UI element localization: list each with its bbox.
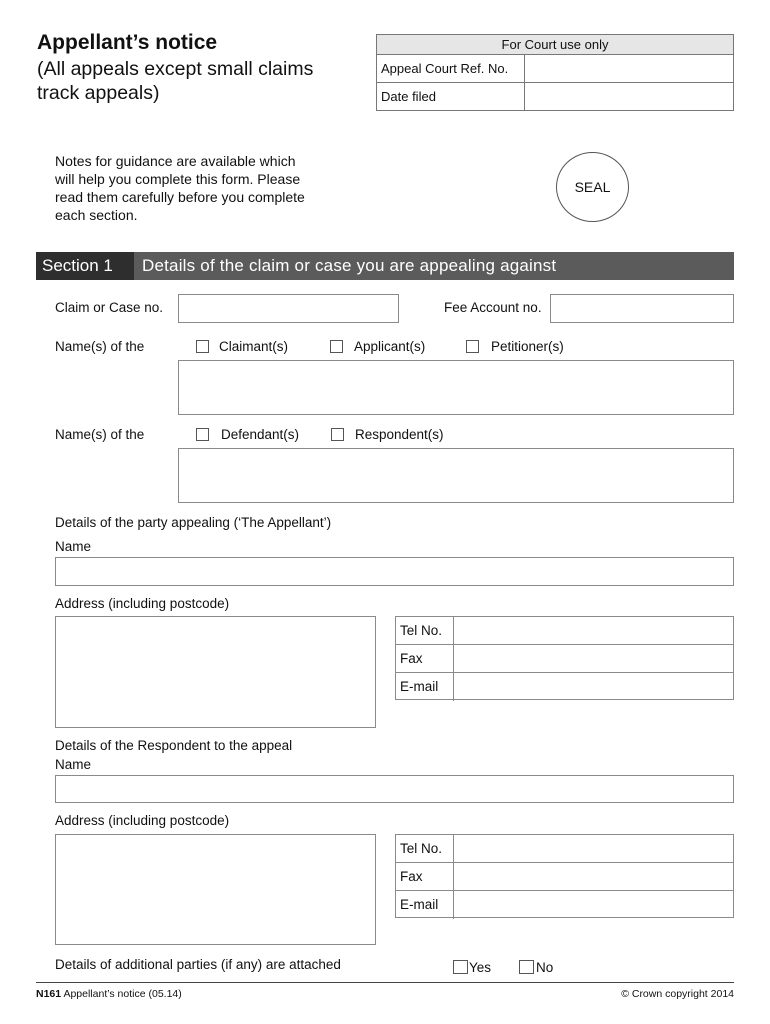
respondent-heading: Details of the Respondent to the appeal: [55, 738, 293, 753]
applicant-checkbox[interactable]: [330, 340, 343, 353]
appellant-address-label: Address (including postcode): [55, 596, 230, 611]
appellant-contact-table: [395, 616, 734, 700]
additional-parties-label: Details of additional parties (if any) are attached: [55, 957, 341, 972]
claimant-label: Claimant(s): [219, 339, 289, 354]
date-filed-row: [377, 83, 733, 111]
fee-account-input[interactable]: [550, 294, 734, 323]
defendant-names-textarea[interactable]: [178, 448, 734, 503]
appellant-fax-row[interactable]: [396, 645, 733, 673]
respondent-email-label: E-mail: [400, 897, 439, 912]
defendant-label: Defendant(s): [221, 427, 300, 442]
claim-no-input[interactable]: [178, 294, 399, 323]
additional-yes-checkbox[interactable]: [453, 960, 468, 974]
additional-yes-label: Yes: [469, 960, 492, 975]
respondent-fax-label: Fax: [400, 869, 423, 884]
names-label-2: Name(s) of the: [55, 427, 145, 442]
respondent-label: Respondent(s): [355, 427, 444, 442]
appellant-fax-label: Fax: [400, 651, 423, 666]
appellant-heading: Details of the party appealing (‘The Appellant’): [55, 515, 332, 530]
footer-copyright: © Crown copyright 2014: [621, 988, 734, 1000]
respondent-address-textarea[interactable]: [55, 834, 376, 945]
footer-form-name: Appellant’s notice (05.14): [63, 988, 182, 1000]
additional-no-checkbox[interactable]: [519, 960, 534, 974]
notes-line-1: Notes for guidance are available which: [55, 153, 296, 169]
footer-form-id: [36, 988, 182, 1000]
respondent-tel-label: Tel No.: [400, 841, 443, 856]
defendant-checkbox[interactable]: [196, 428, 209, 441]
guidance-notes: [55, 152, 355, 224]
petitioner-label: Petitioner(s): [491, 339, 564, 354]
form-subtitle: [37, 57, 367, 105]
court-use-heading: For Court use only: [377, 35, 733, 55]
court-ref-divider: [524, 55, 525, 82]
appellant-name-label: Name: [55, 539, 92, 554]
subtitle-line-1: (All appeals except small claims: [37, 58, 314, 80]
claimant-checkbox[interactable]: [196, 340, 209, 353]
appellant-address-textarea[interactable]: [55, 616, 376, 728]
section-title: Details of the claim or case you are appealing against: [142, 256, 557, 275]
appellant-email-label: E-mail: [400, 679, 439, 694]
respondent-name-label: Name: [55, 757, 92, 772]
footer-divider: [36, 982, 734, 983]
respondent-address-label: Address (including postcode): [55, 813, 230, 828]
section-number: Section 1: [36, 252, 134, 280]
petitioner-checkbox[interactable]: [466, 340, 479, 353]
section-1-header: [36, 252, 734, 280]
appellant-tel-row[interactable]: [396, 617, 733, 645]
subtitle-line-2: track appeals): [37, 82, 160, 104]
court-ref-row: [377, 55, 733, 83]
seal-circle: SEAL: [556, 152, 629, 222]
date-filed-divider: [524, 83, 525, 111]
appellant-tel-label: Tel No.: [400, 623, 443, 638]
claimant-names-textarea[interactable]: [178, 360, 734, 415]
additional-no-label: No: [536, 960, 554, 975]
form-title: Appellant’s notice: [37, 31, 218, 54]
date-filed-label: Date filed: [381, 89, 436, 104]
respondent-name-input[interactable]: [55, 775, 734, 803]
footer-form-code: N161: [36, 988, 62, 1000]
names-label-1: Name(s) of the: [55, 339, 145, 354]
appellant-email-row[interactable]: [396, 673, 733, 701]
respondent-email-row[interactable]: [396, 891, 733, 919]
notes-line-2: will help you complete this form. Please: [55, 171, 301, 187]
respondent-tel-row[interactable]: [396, 835, 733, 863]
fee-account-label: Fee Account no.: [444, 300, 542, 315]
respondent-contact-table: [395, 834, 734, 918]
respondent-checkbox[interactable]: [331, 428, 344, 441]
court-ref-label: Appeal Court Ref. No.: [381, 61, 509, 76]
respondent-fax-row[interactable]: [396, 863, 733, 891]
notes-line-4: each section.: [55, 207, 138, 223]
court-use-table: [376, 34, 734, 111]
notes-line-3: read them carefully before you complete: [55, 189, 305, 205]
claim-no-label: Claim or Case no.: [55, 300, 164, 315]
applicant-label: Applicant(s): [354, 339, 426, 354]
appellant-name-input[interactable]: [55, 557, 734, 586]
